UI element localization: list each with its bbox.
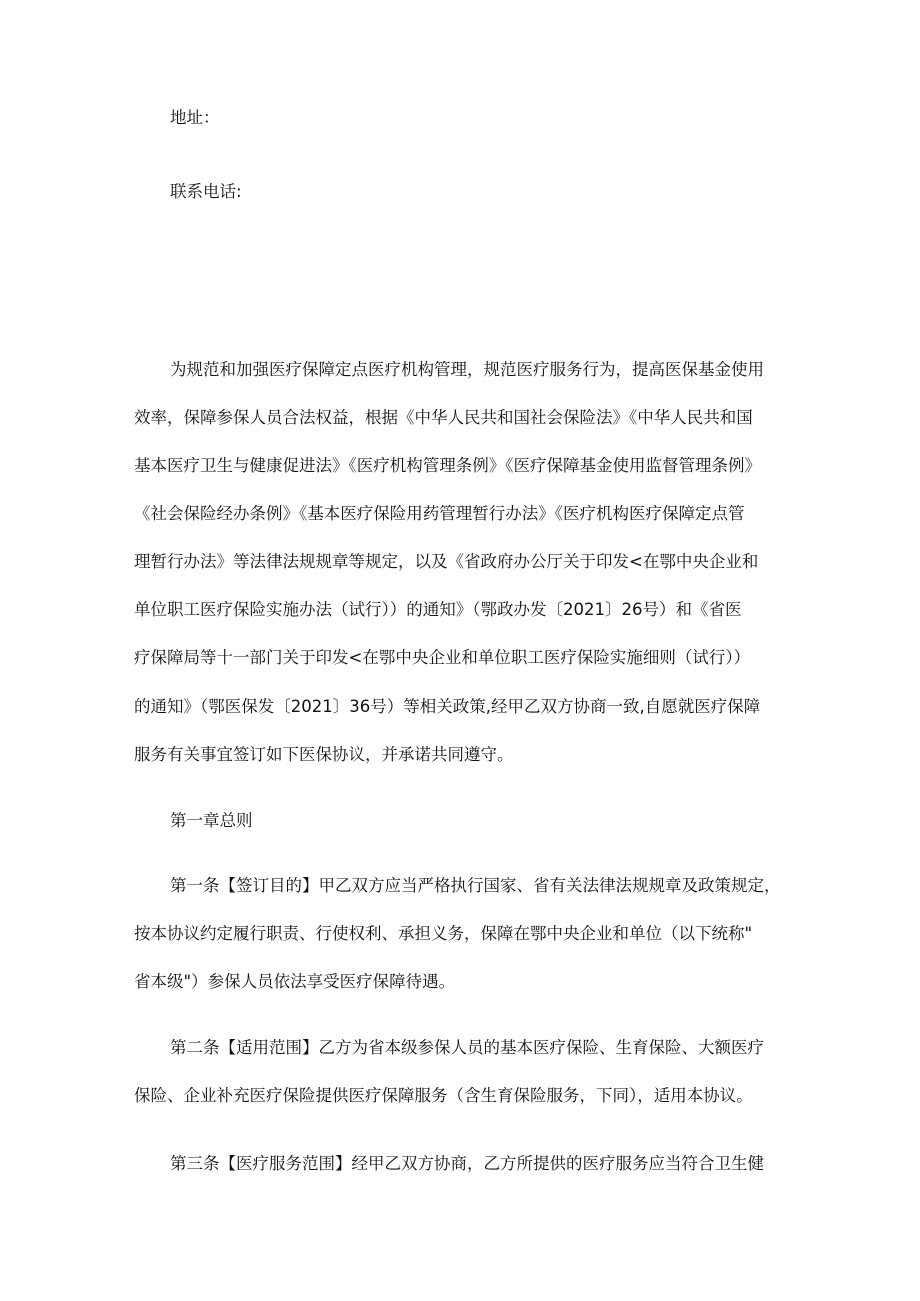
phone-label: 联系电话: <box>170 182 242 201</box>
preamble-line: 为规范和加强医疗保障定点医疗机构管理，规范医疗服务行为，提高医保基金使用 <box>170 360 764 379</box>
article-line: 第三条【医疗服务范围】经甲乙双方协商，乙方所提供的医疗服务应当符合卫生健 <box>170 1154 764 1173</box>
chapter-title: 第一章总则 <box>170 811 253 830</box>
preamble-line: 理暂行办法》等法律法规规章等规定，以及《省政府办公厅关于印发<在鄂中央企业和 <box>134 552 759 571</box>
preamble-line: 疗保障局等十一部门关于印发<在鄂中央企业和单位职工医疗保险实施细则（试行）） <box>134 648 751 667</box>
preamble-line: 《社会保险经办条例》《基本医疗保险用药管理暂行办法》《医疗机构医疗保障定点管 <box>134 504 745 523</box>
article-line: 保险、企业补充医疗保险提供医疗保障服务（含生育保险服务，下同），适用本协议。 <box>134 1086 753 1105</box>
article-line: 第二条【适用范围】乙方为省本级参保人员的基本医疗保险、生育保险、大额医疗 <box>170 1038 764 1057</box>
address-label: 地址： <box>170 108 220 127</box>
article-line: 第一条【签订目的】甲乙双方应当严格执行国家、省有关法律法规规章及政策规定， <box>170 876 781 895</box>
article-line: 按本协议约定履行职责、行使权利、承担义务，保障在鄂中央企业和单位（以下统称" <box>134 924 753 943</box>
preamble-line: 的通知》（鄂医保发〔2021〕36号）等相关政策,经甲乙双方协商一致,自愿就医疗保障 <box>134 697 761 716</box>
preamble-line: 服务有关事宜签订如下医保协议，并承诺共同遵守。 <box>134 745 514 764</box>
preamble-line: 效率，保障参保人员合法权益，根据《中华人民共和国社会保险法》《中华人民共和国 <box>134 408 753 427</box>
article-line: 省本级"）参保人员依法享受医疗保障待遇。 <box>134 972 456 991</box>
preamble-line: 单位职工医疗保险实施办法（试行））的通知》（鄂政办发〔2021〕26号）和《省医 <box>134 600 742 619</box>
preamble-line: 基本医疗卫生与健康促进法》《医疗机构管理条例》《医疗保障基金使用监督管理条例》 <box>134 456 761 475</box>
